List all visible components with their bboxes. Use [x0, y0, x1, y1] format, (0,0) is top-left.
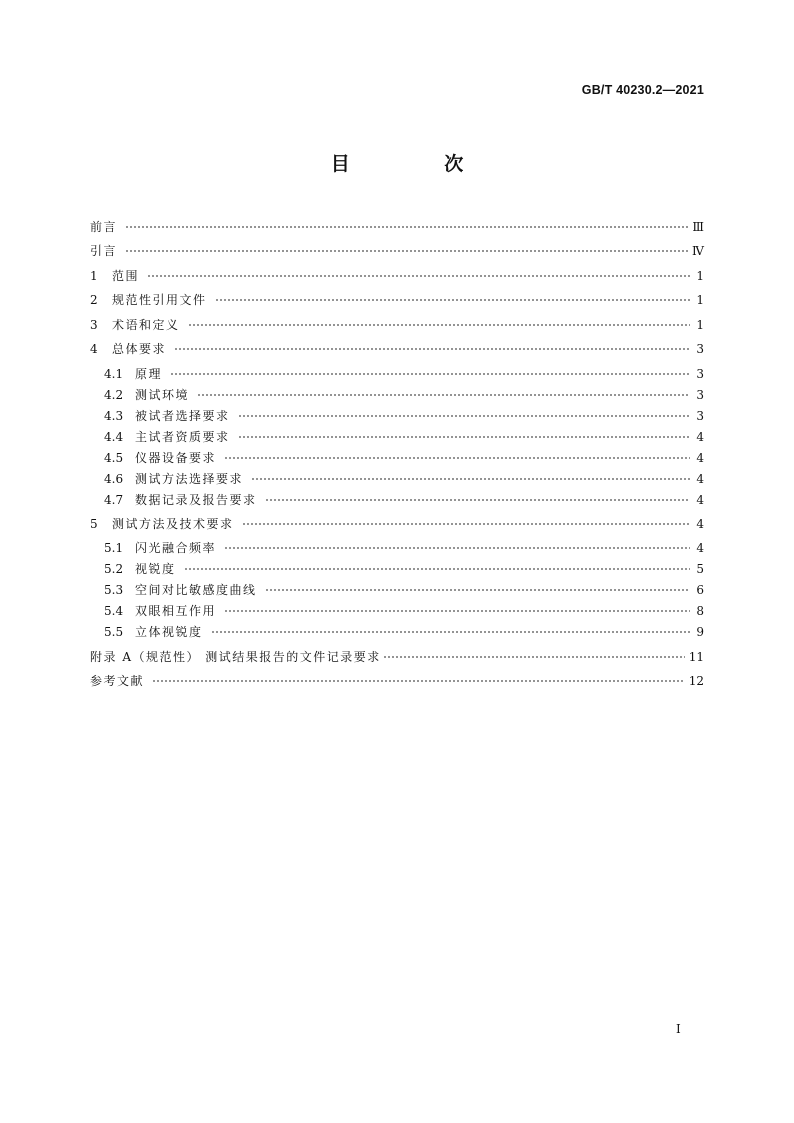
toc-entry-label: 原理	[135, 367, 163, 381]
toc-entry-label: 数据记录及报告要求	[135, 493, 257, 507]
toc-entry-5-4[interactable]	[104, 603, 704, 619]
toc-leader-dots	[184, 561, 690, 577]
toc-entry-page: 1	[696, 269, 704, 283]
toc-entry-4-7[interactable]	[104, 492, 704, 508]
toc-leader-dots	[147, 268, 690, 284]
toc-entry-number: 4.7	[104, 493, 124, 507]
toc-entry-number: 4.6	[104, 472, 124, 486]
toc-entry-page: 3	[696, 388, 704, 402]
toc-entry-label: 前言	[90, 220, 118, 234]
toc-entry-5-1[interactable]	[104, 540, 704, 556]
toc-leader-dots	[224, 450, 690, 466]
toc-entry-page: 3	[696, 409, 704, 423]
toc-entry-number: 4.1	[104, 367, 124, 381]
toc-entry-number: 2	[90, 293, 98, 307]
toc-entry-3[interactable]	[90, 317, 704, 333]
toc-entry-label: 仪器设备要求	[135, 451, 217, 465]
toc-entry-label: 测试环境	[135, 388, 190, 402]
toc-entry-5-5[interactable]	[104, 624, 704, 640]
toc-entry-introduction[interactable]	[90, 243, 704, 259]
toc-entry-label: 附录 A（规范性） 测试结果报告的文件记录要求	[90, 650, 381, 664]
toc-entry-page: 12	[688, 674, 704, 688]
toc-entry-foreword[interactable]	[90, 219, 704, 235]
toc-leader-dots	[224, 540, 690, 556]
toc-entry-page: 8	[696, 604, 704, 618]
toc-entry-label: 闪光融合频率	[135, 541, 217, 555]
toc-entry-page: 5	[696, 562, 704, 576]
toc-entry-label: 视锐度	[135, 562, 176, 576]
toc-entry-number: 5.1	[104, 541, 124, 555]
toc-entry-4-1[interactable]	[104, 366, 704, 382]
toc-leader-dots	[251, 471, 690, 487]
toc-leader-dots	[174, 341, 690, 357]
toc-leader-dots	[197, 387, 690, 403]
toc-entry-4[interactable]	[90, 341, 704, 357]
toc-leader-dots	[242, 516, 690, 532]
toc-entry-page: 3	[696, 367, 704, 381]
toc-leader-dots	[211, 624, 690, 640]
toc-entry-page: Ⅳ	[692, 244, 704, 258]
toc-entry-number: 5.4	[104, 604, 124, 618]
toc-entry-page: 4	[696, 430, 704, 444]
toc-entry-label: 双眼相互作用	[135, 604, 217, 618]
standard-code: GB/T 40230.2—2021	[581, 83, 704, 97]
toc-entry-number: 4.2	[104, 388, 124, 402]
toc-entry-page: 4	[696, 472, 704, 486]
toc-entry-number: 4.4	[104, 430, 124, 444]
toc-entry-label: 测试方法选择要求	[135, 472, 244, 486]
toc-entry-label: 测试方法及技术要求	[112, 517, 234, 531]
page-title: 目 次	[330, 153, 508, 175]
toc-entry-page: 4	[696, 451, 704, 465]
toc-entry-label: 规范性引用文件	[112, 293, 207, 307]
toc-entry-label: 空间对比敏感度曲线	[135, 583, 257, 597]
toc-entry-label: 引言	[90, 244, 118, 258]
toc-entry-4-5[interactable]	[104, 450, 704, 466]
toc-leader-dots	[265, 492, 690, 508]
toc-leader-dots	[152, 673, 685, 689]
toc-entry-1[interactable]	[90, 268, 704, 284]
toc-entry-5[interactable]	[90, 516, 704, 532]
toc-entry-page: 6	[696, 583, 704, 597]
toc-entry-page: 1	[696, 293, 704, 307]
toc-entry-number: 5	[90, 517, 98, 531]
toc-entry-number: 5.2	[104, 562, 124, 576]
toc-entry-number: 4.3	[104, 409, 124, 423]
toc-entry-annex-a[interactable]	[90, 649, 704, 665]
toc-entry-page: 1	[696, 318, 704, 332]
toc-entry-5-3[interactable]	[104, 582, 704, 598]
toc-entry-label: 术语和定义	[112, 318, 180, 332]
toc-entry-number: 5.3	[104, 583, 124, 597]
toc-entry-number: 1	[90, 269, 98, 283]
toc-leader-dots	[125, 243, 688, 259]
toc-entry-label: 范围	[112, 269, 140, 283]
toc-entry-label: 参考文献	[90, 674, 145, 688]
toc-entry-page: 9	[696, 625, 704, 639]
toc-leader-dots	[265, 582, 690, 598]
toc-entry-page: 3	[696, 342, 704, 356]
toc-entry-4-4[interactable]	[104, 429, 704, 445]
toc-entry-4-6[interactable]	[104, 471, 704, 487]
toc-entry-4-2[interactable]	[104, 387, 704, 403]
toc-entry-5-2[interactable]	[104, 561, 704, 577]
toc-entry-page: 4	[696, 517, 704, 531]
toc-entry-label: 主试者资质要求	[135, 430, 230, 444]
toc-entry-number: 4.5	[104, 451, 124, 465]
toc-entry-number: 4	[90, 342, 98, 356]
toc-entry-number: 5.5	[104, 625, 124, 639]
toc-entry-label: 总体要求	[112, 342, 167, 356]
toc-entry-label: 被试者选择要求	[135, 409, 230, 423]
toc-leader-dots	[125, 219, 688, 235]
page-number: Ⅰ	[676, 1022, 681, 1036]
toc-leader-dots	[170, 366, 690, 382]
toc-entry-4-3[interactable]	[104, 408, 704, 424]
toc-entry-bibliography[interactable]	[90, 673, 704, 689]
toc-leader-dots	[383, 649, 685, 665]
toc-entry-page: 4	[696, 541, 704, 555]
toc-leader-dots	[238, 429, 690, 445]
toc-leader-dots	[215, 292, 690, 308]
toc-entry-label: 立体视锐度	[135, 625, 203, 639]
toc-entry-page: 11	[688, 650, 704, 664]
toc-entry-2[interactable]	[90, 292, 704, 308]
toc-entry-page: 4	[696, 493, 704, 507]
toc-leader-dots	[188, 317, 690, 333]
toc-entry-page: Ⅲ	[692, 220, 704, 234]
toc-entry-number: 3	[90, 318, 98, 332]
toc-leader-dots	[224, 603, 690, 619]
toc-leader-dots	[238, 408, 690, 424]
